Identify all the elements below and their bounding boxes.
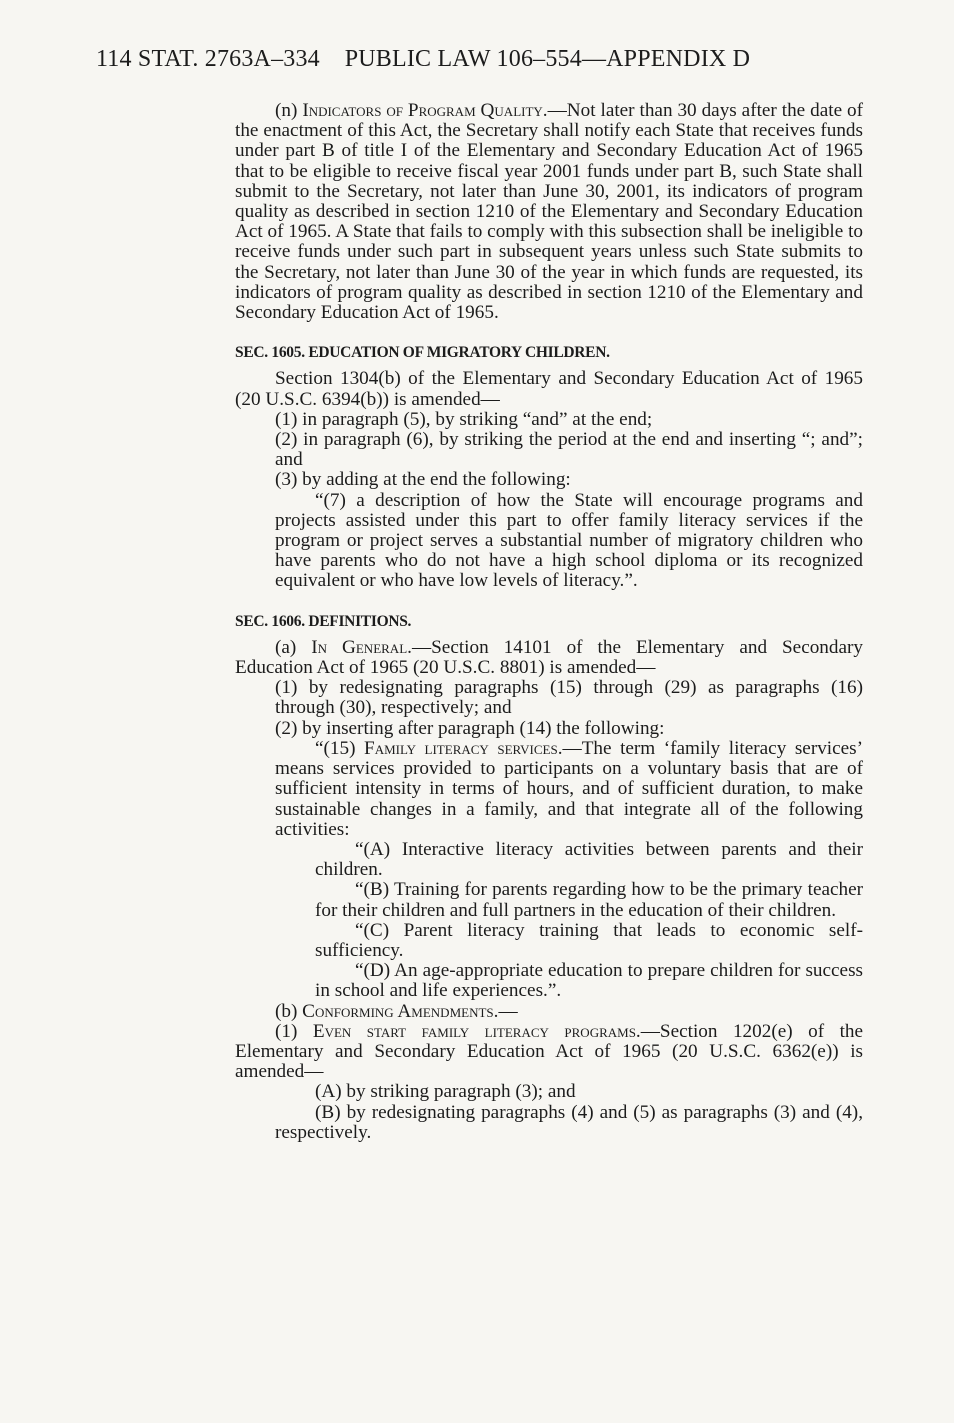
section-1605-heading: SEC. 1605. EDUCATION OF MIGRATORY CHILDREN. <box>235 344 610 362</box>
subsection-b-para-1-heading: Even start family literacy programs. <box>312 1020 641 1042</box>
section-1605-para-1: (1) in paragraph (5), by striking “and” at the end; <box>275 408 653 430</box>
subsection-b-heading: Conforming Amendments. <box>302 1000 499 1022</box>
stat-page-number: 114 STAT. 2763A–334 <box>96 46 320 72</box>
section-1605-intro: Section 1304(b) of the Elementary and Secondary Education Act of 1965 (20 U.S.C. 6394(b)) is amended— <box>235 368 863 410</box>
definition-15-a: “(A) Interactive literacy activities between parents and their children. <box>315 838 863 881</box>
subsection-b-para-1-b: (B) by redesignating paragraphs (4) and (5) as paragraphs (3) and (4), respectively. <box>275 1101 863 1143</box>
definition-15-c: “(C) Parent literacy training that leads to economic self-sufficiency. <box>315 919 863 961</box>
subsection-a-para-1: (1) by redesignating paragraphs (15) through (29) as paragraphs (16) through (30), respectively; and <box>275 677 863 719</box>
law-title: PUBLIC LAW 106–554—APPENDIX D <box>344 46 751 72</box>
subsection-b-para-1: (1) Even start family literacy programs.—Section 1202(e) of the Elementary and Secondary Education Act of 1965 (20 U.S.C. 6362(e)) is amended— <box>235 1020 864 1083</box>
section-1605-para-7-quote: “(7) a description of how the State will encourage programs and projects assisted under this part to offer family literacy services if the program or project serves a substantial number of migratory children who have parents who do not have a high school diploma or its recognized equivalent or who have low levels of literacy.”. <box>275 489 863 592</box>
definition-15-d: “(D) An age-appropriate education to prepare children for success in school and life experiences.”. <box>315 960 863 1002</box>
section-1605-para-3: (3) by adding at the end the following: <box>275 469 571 491</box>
subsection-n-heading: Indicators of Program Quality. <box>302 100 548 121</box>
definition-15: “(15) Family literacy services.—The term ‘family literacy services’ means services provided to participants on a voluntary basis that are of sufficient intensity in terms of hours, and of sufficient duration, to make sustainable changes in a family, and that integrate all of the following activities: <box>275 737 864 840</box>
section-1605-para-2: (2) in paragraph (6), by striking the period at the end and inserting “; and”; and <box>275 429 863 471</box>
page-header <box>96 46 750 73</box>
subsection-a: (a) In General.—Section 14101 of the Elementary and Secondary Education Act of 1965 (20 U.S.C. 8801) is amended— <box>235 636 863 679</box>
subsection-n: (n) Indicators of Program Quality.—Not later than 30 days after the date of the enactment of this Act, the Secretary shall notify each State that receives funds under part B of title I of the Elementary and Secondary Education Act of 1965 that to be eligible to receive fiscal year 2001 funds under part B, such State shall submit to the Secretary, not later than June 30, 2001, its indicators of program quality as described in section 1210 of the Elementary and Secondary Education Act of 1965. A State that fails to comply with this subsection shall be ineligible to receive funds under such part in subsequent years unless such State submits to the Secretary, not later than June 30 of the year in which funds are requested, its indicators of program quality as described in section 1210 of the Elementary and Secondary Education Act of 1965. <box>235 100 863 324</box>
subsection-b-para-1-a: (A) by striking paragraph (3); and <box>315 1081 576 1103</box>
definition-15-heading: Family literacy services. <box>364 737 563 759</box>
document-body <box>235 101 863 1143</box>
subsection-a-heading: In General. <box>311 636 412 658</box>
definition-15-b: “(B) Training for parents regarding how to be the primary teacher for their children and full partners in the education of their children. <box>315 879 863 921</box>
subsection-a-para-2: (2) by inserting after paragraph (14) the following: <box>275 717 665 739</box>
subsection-b: (b) Conforming Amendments.— <box>275 1000 518 1022</box>
section-1606-heading: SEC. 1606. DEFINITIONS. <box>235 612 412 630</box>
